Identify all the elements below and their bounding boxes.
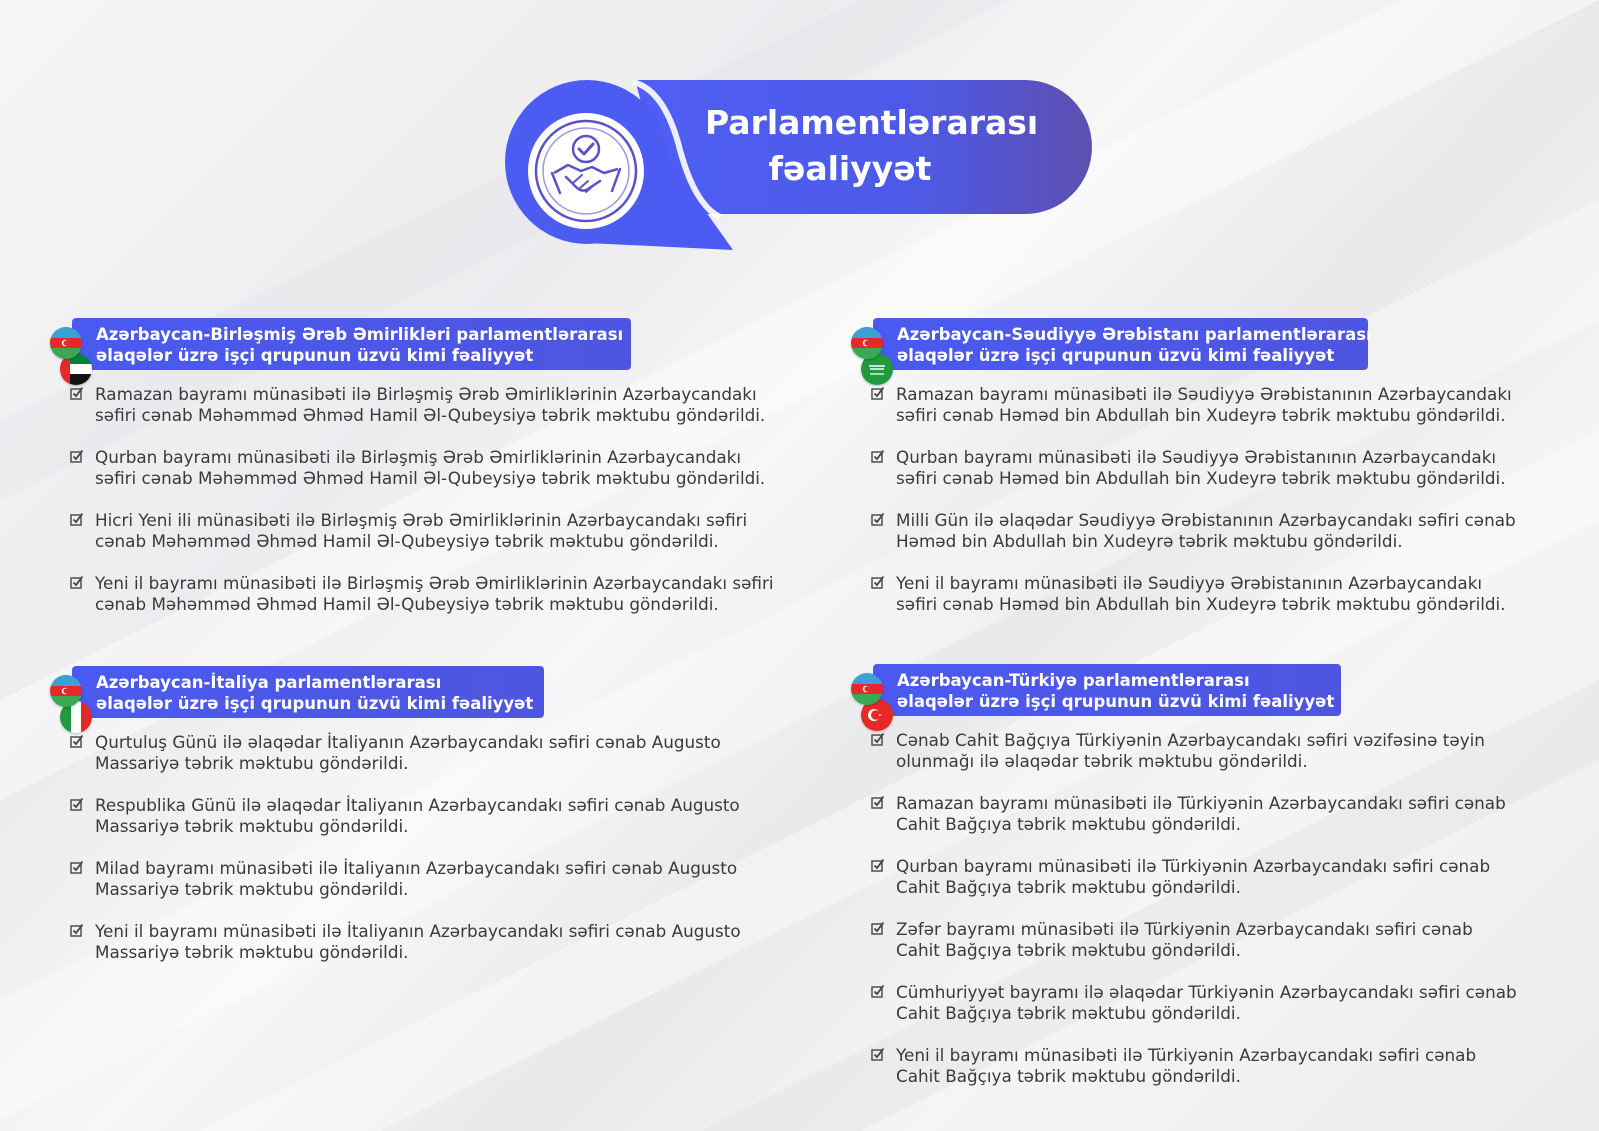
list-item: Milli Gün ilə əlaqədar Səudiyyə Ərəbistanının Azərbaycandakı səfiri cənab Həməd bin Abdullah bin Xudeyrə təbrik məktubu göndərildi. — [851, 510, 1591, 552]
list-item: Yeni il bayramı münasibəti ilə Birləşmiş Ərəb Əmirliklərinin Azərbaycandakı səfiri cənab Məhəmməd Əhməd Hamil Əl-Qubeysiyə təbrik məktubu göndərildi. — [50, 573, 820, 615]
list-item: Qurban bayramı münasibəti ilə Səudiyyə Ərəbistanının Azərbaycandakı səfiri cənab Həməd bin Abdullah bin Xudeyrə təbrik məktubu göndərildi. — [851, 447, 1591, 489]
azerbaijan-flag-icon — [50, 675, 82, 707]
section-title: Azərbaycan-Səudiyyə Ərəbistanı parlamentlərarası əlaqələr üzrə işçi qrupunun üzvü kimi fəaliyyət — [873, 318, 1368, 370]
section-saudi-arabia — [851, 318, 1591, 636]
checkbox-checked-icon — [70, 734, 84, 748]
checkbox-checked-icon — [871, 386, 885, 400]
list-item: Qurtuluş Günü ilə əlaqədar İtaliyanın Azərbaycandakı səfiri cənab Augusto Massariyə təbrik məktubu göndərildi. — [50, 732, 820, 774]
checkbox-checked-icon — [70, 575, 84, 589]
list-item: Yeni il bayramı münasibəti ilə İtaliyanın Azərbaycandakı səfiri cənab Augusto Massariyə təbrik məktubu göndərildi. — [50, 921, 820, 963]
page-title: Parlamentlərarası fəaliyyət — [705, 103, 1039, 188]
checkbox-checked-icon — [871, 732, 885, 746]
checkbox-checked-icon — [871, 921, 885, 935]
checkbox-checked-icon — [70, 512, 84, 526]
checkbox-checked-icon — [70, 386, 84, 400]
section-title: Azərbaycan-Birləşmiş Ərəb Əmirlikləri parlamentlərarası əlaqələr üzrə işçi qrupunun üzvü kimi fəaliyyət — [72, 318, 631, 370]
section-title: Azərbaycan-İtaliya parlamentlərarası əlaqələr üzrə işçi qrupunun üzvü kimi fəaliyyət — [72, 666, 544, 718]
section-turkey — [851, 664, 1591, 1108]
section-header — [50, 666, 820, 718]
checkbox-checked-icon — [871, 795, 885, 809]
section-header — [851, 318, 1591, 370]
azerbaijan-flag-icon — [851, 327, 883, 359]
item-list — [851, 730, 1591, 1087]
list-item: Cümhuriyyət bayramı ilə əlaqədar Türkiyənin Azərbaycandakı səfiri cənab Cahit Bağçıya təbrik məktubu göndərildi. — [851, 982, 1591, 1024]
list-item: Ramazan bayramı münasibəti ilə Birləşmiş Ərəb Əmirliklərinin Azərbaycandakı səfiri cənab Məhəmməd Əhməd Hamil Əl-Qubeysiyə təbrik məktubu göndərildi. — [50, 384, 820, 426]
list-item: Qurban bayramı münasibəti ilə Türkiyənin Azərbaycandakı səfiri cənab Cahit Bağçıya təbrik məktubu göndərildi. — [851, 856, 1591, 898]
checkbox-checked-icon — [871, 449, 885, 463]
section-header — [851, 664, 1591, 716]
checkbox-checked-icon — [70, 923, 84, 937]
checkbox-checked-icon — [871, 858, 885, 872]
item-list — [851, 384, 1591, 615]
section-uae — [50, 318, 820, 636]
list-item: Milad bayramı münasibəti ilə İtaliyanın Azərbaycandakı səfiri cənab Augusto Massariyə təbrik məktubu göndərildi. — [50, 858, 820, 900]
azerbaijan-flag-icon — [50, 327, 82, 359]
list-item: Qurban bayramı münasibəti ilə Birləşmiş Ərəb Əmirliklərinin Azərbaycandakı səfiri cənab Məhəmməd Əhməd Hamil Əl-Qubeysiyə təbrik məktubu göndərildi. — [50, 447, 820, 489]
list-item: Zəfər bayramı münasibəti ilə Türkiyənin Azərbaycandakı səfiri cənab Cahit Bağçıya təbrik məktubu göndərildi. — [851, 919, 1591, 961]
item-list — [50, 732, 820, 963]
checkbox-checked-icon — [871, 984, 885, 998]
list-item: Respublika Günü ilə əlaqədar İtaliyanın Azərbaycandakı səfiri cənab Augusto Massariyə təbrik məktubu göndərildi. — [50, 795, 820, 837]
checkbox-checked-icon — [871, 575, 885, 589]
item-list — [50, 384, 820, 615]
checkbox-checked-icon — [70, 797, 84, 811]
handshake-check-icon — [526, 111, 646, 231]
azerbaijan-flag-icon — [851, 673, 883, 705]
section-italy — [50, 666, 820, 984]
list-item: Ramazan bayramı münasibəti ilə Səudiyyə Ərəbistanının Azərbaycandakı səfiri cənab Həməd bin Abdullah bin Xudeyrə təbrik məktubu göndərildi. — [851, 384, 1591, 426]
list-item: Yeni il bayramı münasibəti ilə Səudiyyə Ərəbistanının Azərbaycandakı səfiri cənab Həməd bin Abdullah bin Xudeyrə təbrik məktubu göndərildi. — [851, 573, 1591, 615]
page-header — [505, 80, 1095, 250]
section-header — [50, 318, 820, 370]
list-item: Hicri Yeni ili münasibəti ilə Birləşmiş Ərəb Əmirliklərinin Azərbaycandakı səfiri cənab Məhəmməd Əhməd Hamil Əl-Qubeysiyə təbrik məktubu göndərildi. — [50, 510, 820, 552]
section-title: Azərbaycan-Türkiyə parlamentlərarası əlaqələr üzrə işçi qrupunun üzvü kimi fəaliyyət — [873, 664, 1341, 716]
list-item: Ramazan bayramı münasibəti ilə Türkiyənin Azərbaycandakı səfiri cənab Cahit Bağçıya təbrik məktubu göndərildi. — [851, 793, 1591, 835]
checkbox-checked-icon — [871, 512, 885, 526]
list-item: Cənab Cahit Bağçıya Türkiyənin Azərbaycandakı səfiri vəzifəsinə təyin olunmağı ilə əlaqədar təbrik məktubu göndərildi. — [851, 730, 1591, 772]
list-item: Yeni il bayramı münasibəti ilə Türkiyənin Azərbaycandakı səfiri cənab Cahit Bağçıya təbrik məktubu göndərildi. — [851, 1045, 1591, 1087]
checkbox-checked-icon — [871, 1047, 885, 1061]
checkbox-checked-icon — [70, 860, 84, 874]
checkbox-checked-icon — [70, 449, 84, 463]
